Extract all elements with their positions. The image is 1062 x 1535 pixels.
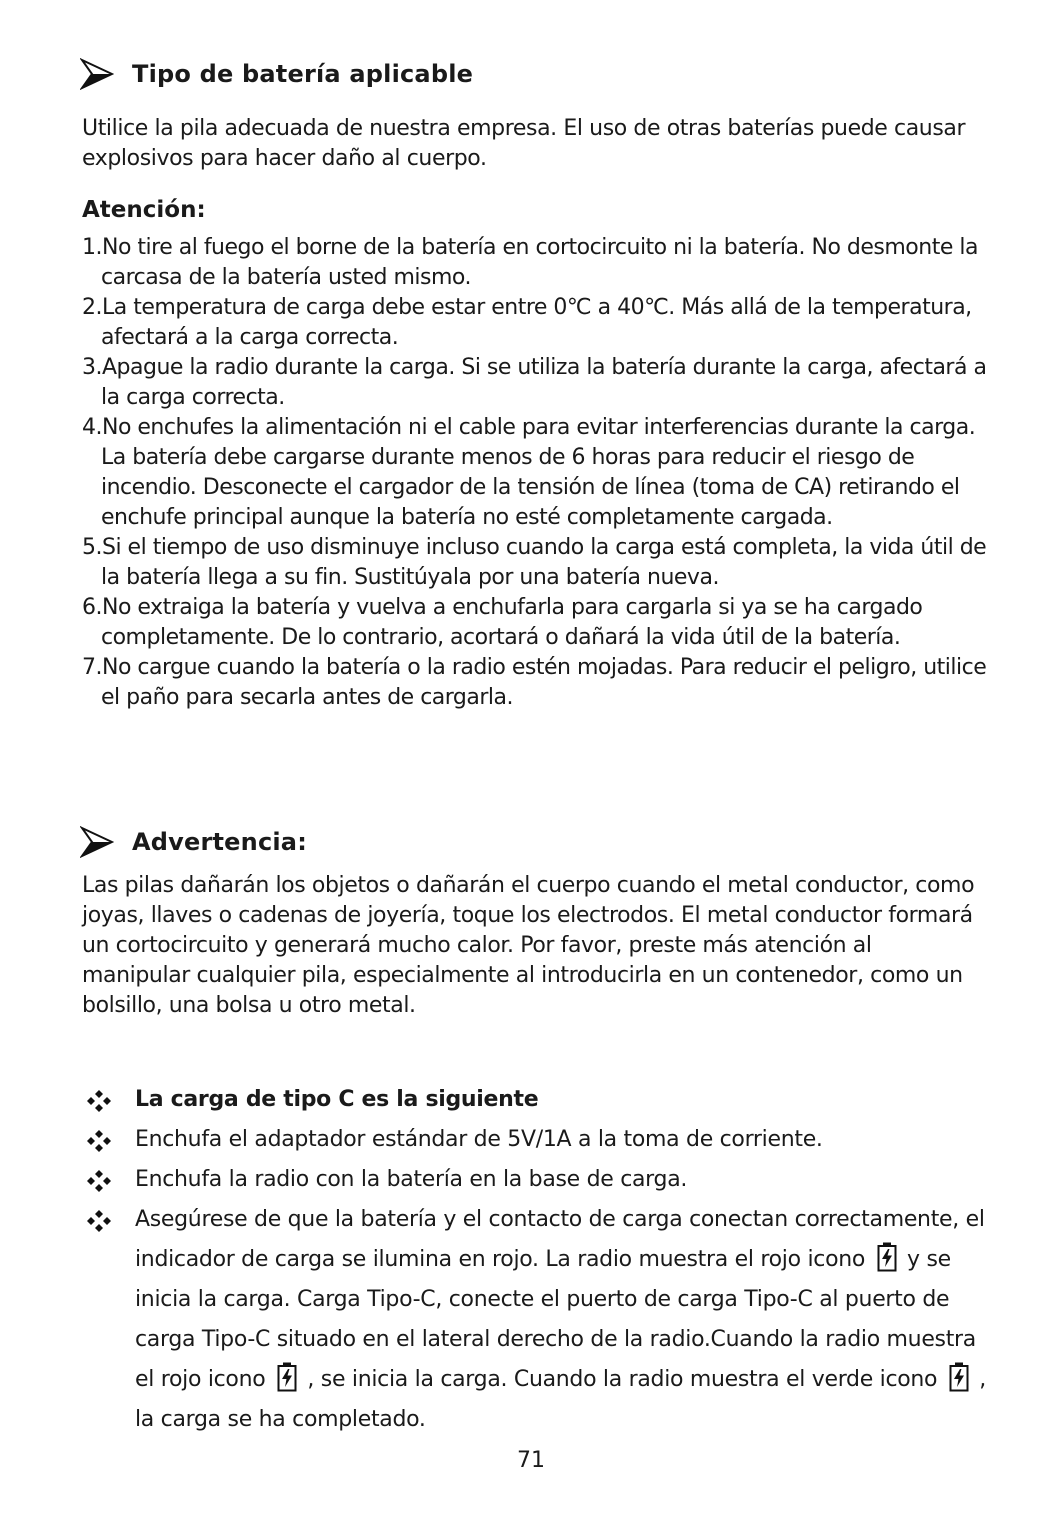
- charging-list-item: [86, 1080, 986, 1120]
- attention-item: 2.La temperatura de carga debe estar entre 0℃ a 40℃. Más allá de la temperatura, afectará a la carga correcta.: [82, 295, 972, 350]
- battery-charging-icon: [277, 1362, 297, 1392]
- attention-label: Atención:: [82, 197, 206, 223]
- warning-paragraph: Las pilas dañarán los objetos o dañarán el cuerpo cuando el metal conductor, como joyas, llaves o cadenas de joyería, toque los electrodos. El metal conductor formará un cortocircuito y generará mucho calor. Por favor, preste más atención al manipular cualquier pila, especialmente al introducirla en un contenedor, como un bolsillo, una bolsa u otro metal.: [82, 873, 975, 1018]
- charging-list-text-part: Asegúrese de que la batería y el contacto de carga conectan correctamente, el indicador de carga se ilumina en rojo. La radio muestra el rojo icono: [135, 1207, 985, 1272]
- diamond-bullet-icon: [86, 1090, 112, 1112]
- page-number: 71: [517, 1448, 545, 1473]
- attention-item: 1.No tire al fuego el borne de la batería en cortocircuito ni la batería. No desmonte la carcasa de la batería usted mismo.: [82, 235, 978, 290]
- charging-list-item: [86, 1120, 986, 1160]
- battery-intro-paragraph: Utilice la pila adecuada de nuestra empresa. El uso de otras baterías puede causar explosivos para hacer daño al cuerpo.: [82, 116, 966, 171]
- attention-item: 3.Apague la radio durante la carga. Si se utiliza la batería durante la carga, afectará a la carga correcta.: [82, 355, 987, 410]
- charging-list-item: [86, 1200, 986, 1440]
- charging-list-text: La carga de tipo C es la siguiente: [135, 1087, 539, 1112]
- attention-item: 6.No extraiga la batería y vuelva a enchufarla para cargarla si ya se ha cargado completamente. De lo contrario, acortará o dañará la vida útil de la batería.: [82, 595, 923, 650]
- charging-list-item: [86, 1160, 986, 1200]
- arrow-bullet-icon: [80, 58, 114, 90]
- charging-list-text: Enchufa el adaptador estándar de 5V/1A a la toma de corriente.: [135, 1127, 823, 1152]
- diamond-bullet-icon: [86, 1210, 112, 1232]
- attention-list: [82, 233, 992, 713]
- section-heading-battery-type: [80, 58, 473, 90]
- battery-charging-icon: [877, 1242, 897, 1272]
- type-c-charging-list: [86, 1080, 986, 1440]
- diamond-bullet-icon: [86, 1130, 112, 1152]
- charging-list-text-part: , la carga se ha completado.: [135, 1367, 986, 1432]
- arrow-bullet-icon: [80, 826, 114, 858]
- attention-item: 5.Si el tiempo de uso disminuye incluso cuando la carga está completa, la vida útil de la batería llega a su fin. Sustitúyala por una batería nueva.: [82, 535, 987, 590]
- heading-text: Advertencia:: [132, 828, 307, 856]
- heading-text: Tipo de batería aplicable: [132, 60, 474, 88]
- charging-list-text-part: y se inicia la carga. Carga Tipo-C, conecte el puerto de carga Tipo-C al puerto de carga Tipo-C situado en el lateral derecho de la radio.Cuando la radio muestra el rojo icono: [135, 1247, 976, 1392]
- diamond-bullet-icon: [86, 1170, 112, 1192]
- battery-charging-icon: [949, 1362, 969, 1392]
- charging-list-text: Enchufa la radio con la batería en la base de carga.: [135, 1167, 688, 1192]
- section-heading-warning: [80, 826, 307, 858]
- attention-item: 4.No enchufes la alimentación ni el cable para evitar interferencias durante la carga. La batería debe cargarse durante menos de 6 horas para reducir el riesgo de incendio. Desconecte el cargador de la tensión de línea (toma de CA) retirando el enchufe principal aunque la batería no esté completamente cargada.: [82, 415, 976, 530]
- charging-list-text-part: , se inicia la carga. Cuando la radio muestra el verde icono: [307, 1367, 938, 1392]
- attention-item: 7.No cargue cuando la batería o la radio estén mojadas. Para reducir el peligro, utilice el paño para secarla antes de cargarla.: [82, 655, 987, 710]
